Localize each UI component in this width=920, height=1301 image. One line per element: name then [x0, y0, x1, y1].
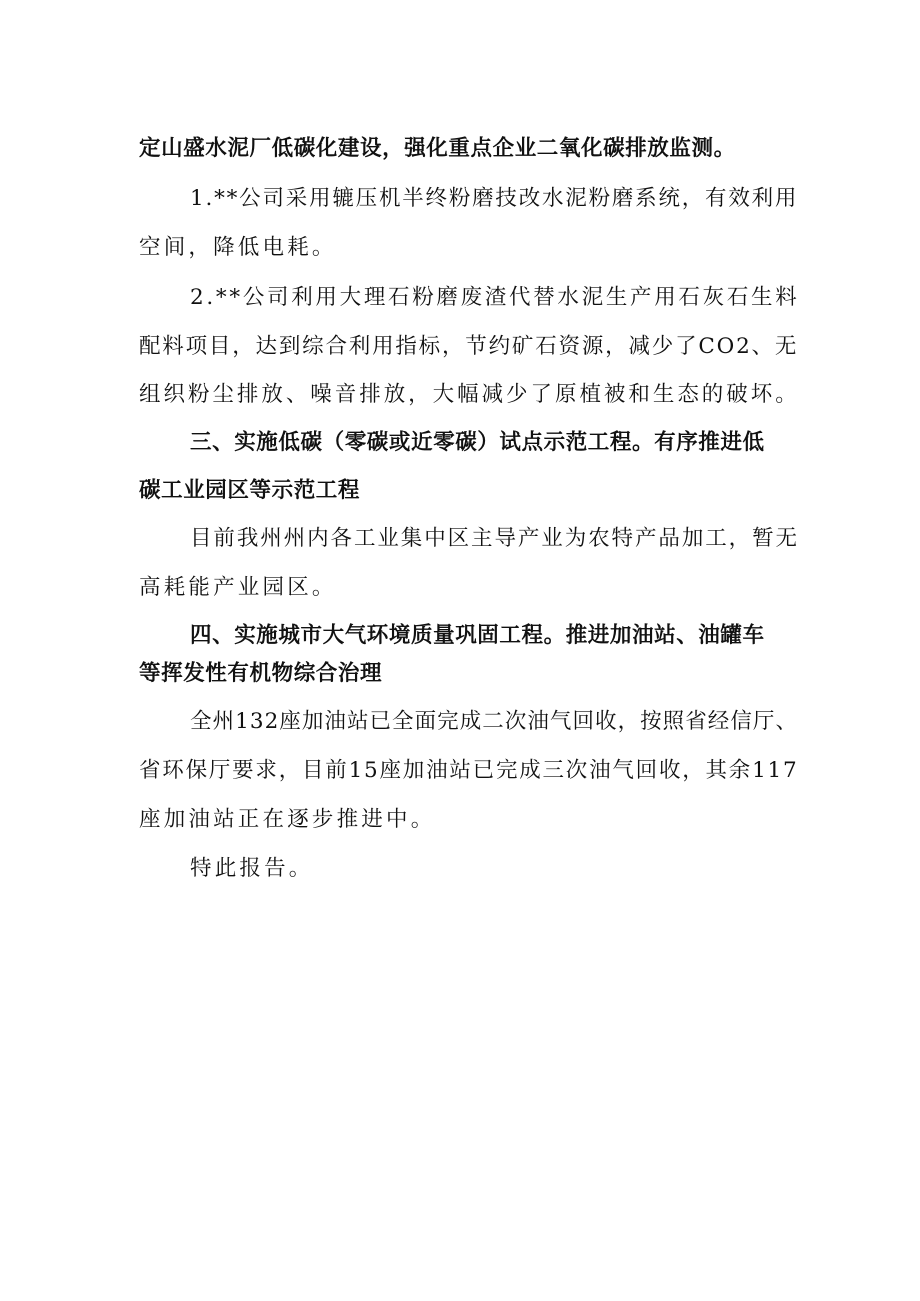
- section-4-body-line-1: 全州132座加油站已全面完成二次油气回收，按照省经信厅、: [190, 709, 798, 734]
- item-2-line-2: 配料项目，达到综合利用指标，节约矿石资源，减少了CO2、无: [139, 334, 799, 359]
- section-4-heading-line-2: 等挥发性有机物综合治理: [139, 661, 383, 686]
- section-4-heading-line-1: 四、实施城市大气环境质量巩固工程。推进加油站、油罐车: [190, 623, 765, 648]
- item-2-line-1: 2.**公司利用大理石粉磨废渣代替水泥生产用石灰石生料: [190, 285, 800, 310]
- item-2-line-3: 组织粉尘排放、噪音排放，大幅减少了原植被和生态的破坏。: [139, 382, 800, 407]
- section-4-body-line-3: 座加油站正在逐步推进中。: [139, 807, 436, 832]
- item-1-line-1: 1.**公司采用辘压机半终粉磨技改水泥粉磨系统，有效利用: [190, 186, 799, 211]
- section-3-body-line-2: 高耗能产业园区。: [139, 575, 337, 600]
- section-3-heading-line-1: 三、实施低碳（零碳或近零碳）试点示范工程。有序推进低: [190, 430, 765, 455]
- item-1-line-2: 空间，降低电耗。: [139, 235, 337, 260]
- paragraph-continuation-line: 定山盛水泥厂低碳化建设，强化重点企业二氧化碳排放监测。: [139, 136, 736, 161]
- section-4-body-line-2: 省环保厅要求，目前15座加油站已完成三次油气回收，其余117: [139, 758, 799, 783]
- closing-line: 特此报告。: [190, 856, 314, 881]
- section-3-body-line-1: 目前我州州内各工业集中区主导产业为农特产品加工，暂无: [190, 526, 799, 551]
- section-3-heading-line-2: 碳工业园区等示范工程: [139, 478, 361, 503]
